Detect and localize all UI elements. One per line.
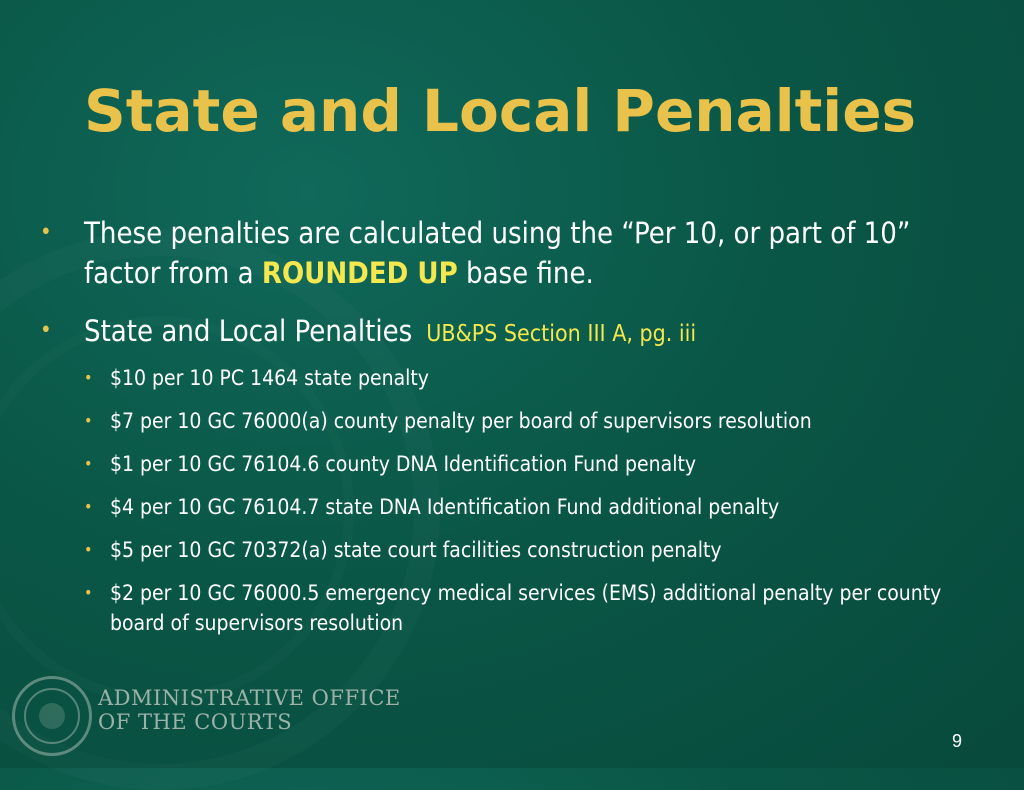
bullet-calculation-factor xyxy=(40,213,994,293)
sub-bullet-item xyxy=(84,535,990,565)
judicial-council-seal-icon xyxy=(12,676,92,756)
sub-bullet-item xyxy=(84,363,990,393)
bullet-text-before: These penalties are calculated using the “Per 10, or part of 10” factor from a xyxy=(84,216,911,290)
sub-bullet-text: $7 per 10 GC 76000(a) county penalty per board of supervisors resolution xyxy=(110,409,812,433)
sub-bullet-text: $5 per 10 GC 70372(a) state court facilities construction penalty xyxy=(110,538,722,562)
sub-bullet-text: $10 per 10 PC 1464 state penalty xyxy=(110,366,429,390)
rounded-up-emphasis: ROUNDED UP xyxy=(261,256,458,290)
organization-wordmark xyxy=(98,686,401,734)
org-name-line-1: ADMINISTRATIVE OFFICE xyxy=(98,686,401,710)
org-name-line-2: OF THE COURTS xyxy=(98,710,293,734)
bullet-dot-icon: • xyxy=(40,318,52,343)
sub-bullet-item xyxy=(84,449,990,479)
sub-bullet-item xyxy=(84,492,990,522)
slide-title: State and Local Penalties xyxy=(84,77,917,145)
sub-bullet-item xyxy=(84,406,990,436)
bullet-dot-icon: • xyxy=(40,220,52,245)
sub-bullet-text: $4 per 10 GC 76104.7 state DNA Identification Fund additional penalty xyxy=(110,495,780,519)
bullet-state-local-penalties xyxy=(40,311,994,354)
sub-bullet-dot-icon: • xyxy=(84,497,93,516)
reference-citation: UB&PS Section III A, pg. iii xyxy=(426,321,697,347)
sub-bullet-dot-icon: • xyxy=(84,411,93,430)
sub-bullet-dot-icon: • xyxy=(84,454,93,473)
sub-bullet-dot-icon: • xyxy=(84,583,93,602)
sub-bullet-dot-icon: • xyxy=(84,368,93,387)
bullet-heading-text: State and Local Penalties xyxy=(84,314,413,348)
sub-bullet-text: $2 per 10 GC 76000.5 emergency medical services (EMS) additional penalty per county board of supervisors resolution xyxy=(110,581,942,635)
sub-bullet-text: $1 per 10 GC 76104.6 county DNA Identification Fund penalty xyxy=(110,452,697,476)
sub-bullet-dot-icon: • xyxy=(84,540,93,559)
bullet-text-after: base fine. xyxy=(457,256,594,290)
sub-bullet-item xyxy=(84,578,980,638)
page-number: 9 xyxy=(951,731,962,751)
